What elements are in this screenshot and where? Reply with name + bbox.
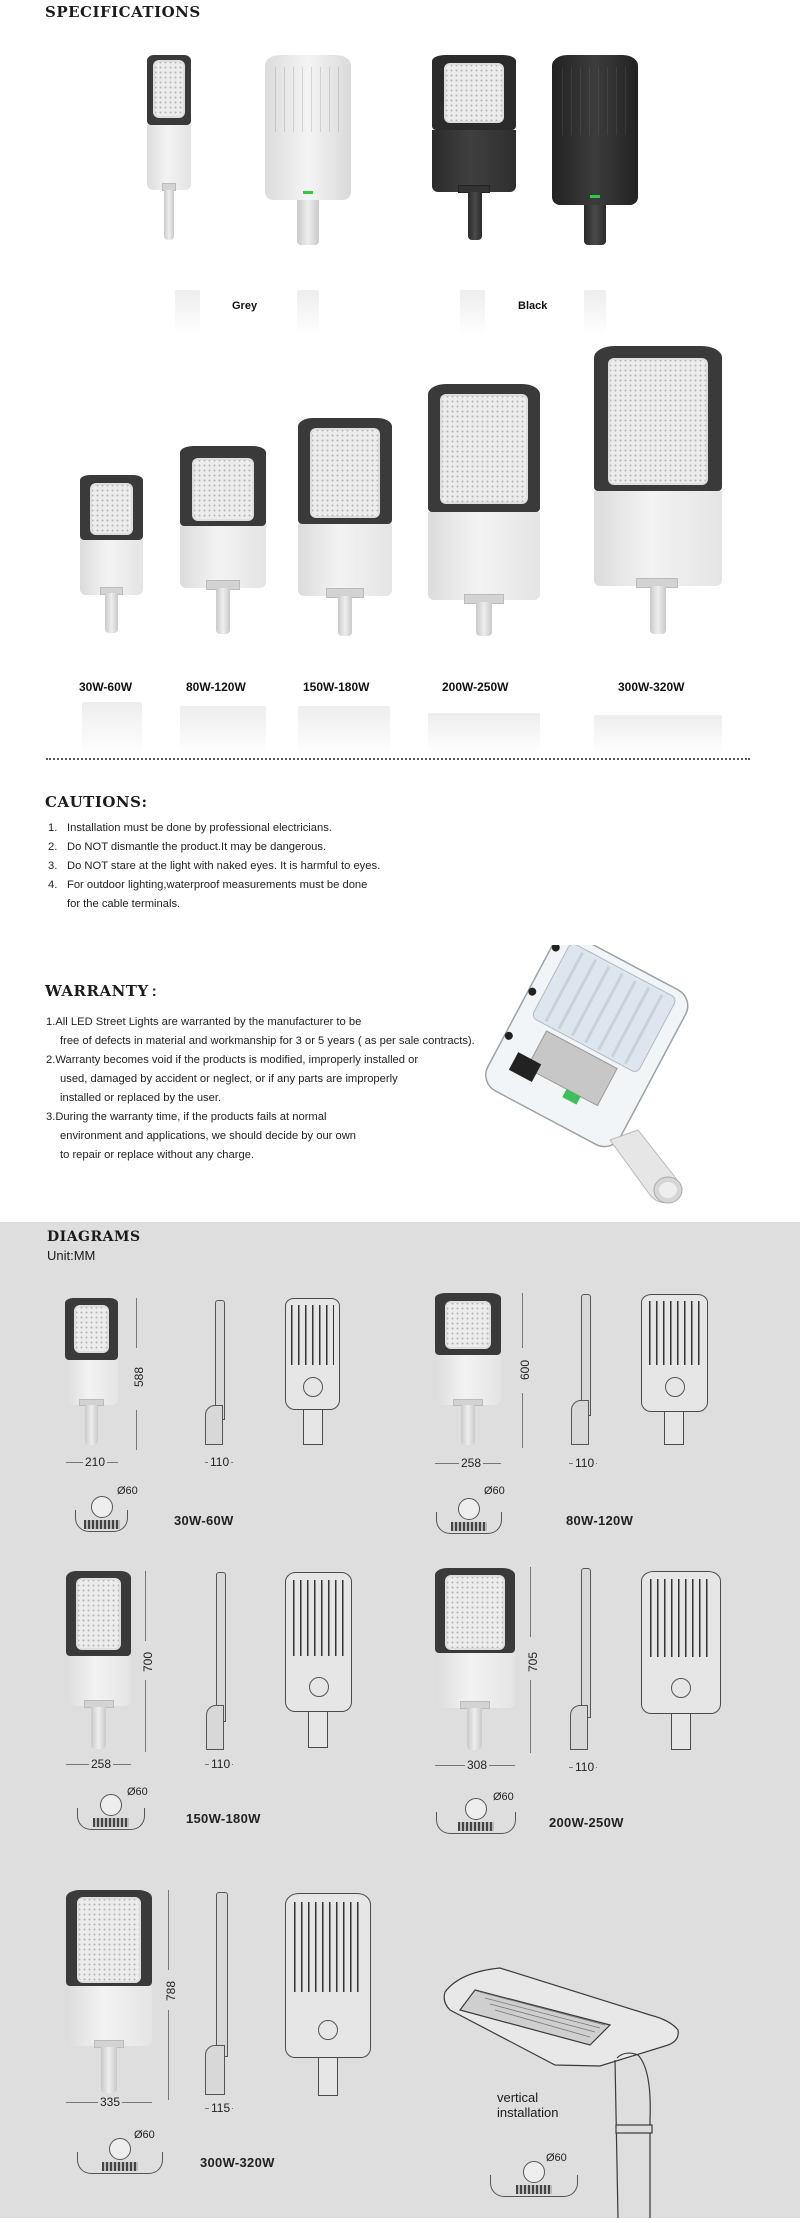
lamp-200w-250w-image	[428, 384, 540, 636]
grey-lamp-back-arm	[297, 200, 319, 245]
dim-depth-80w-120w: 110	[575, 1456, 595, 1470]
diagram-model-80w-120w: 80W-120W	[566, 1513, 634, 1528]
diagram-200w-250w-side	[581, 1568, 591, 1718]
diagram-200w-250w-front	[435, 1568, 515, 1753]
diagrams-heading: DIAGRAMS	[47, 1229, 141, 1245]
dim-width-80w-120w: 258	[461, 1456, 482, 1470]
black-color-label: Black	[518, 300, 548, 312]
cautions-heading: CAUTIONS:	[45, 793, 148, 811]
grey-lamp-front-image	[147, 55, 191, 245]
caution-item: 4. For outdoor lighting,waterproof measurements must be done	[48, 879, 368, 891]
warranty-item-line: used, damaged by accident or neglect, or if any parts are improperly	[60, 1073, 398, 1085]
lamp-150w-180w-image	[298, 418, 392, 636]
installation-endview	[490, 2175, 578, 2197]
caution-item: 3. Do NOT stare at the light with naked eyes. It is harmful to eyes.	[48, 860, 381, 872]
pole-diameter-installation: Ø60	[546, 2152, 567, 2164]
model-label-80w-120w: 80W-120W	[186, 680, 246, 694]
dim-width-200w-250w: 308	[467, 1758, 488, 1772]
caution-item: 1. Installation must be done by professional electricians.	[48, 822, 332, 834]
diagram-30w-60w-back	[285, 1298, 340, 1410]
section-divider	[46, 758, 750, 760]
pole-diameter-150w-180w: Ø60	[127, 1786, 148, 1798]
caution-item-continuation: for the cable terminals.	[67, 898, 181, 910]
diagram-200w-250w-endview	[436, 1812, 516, 1834]
diagram-30w-60w-side	[215, 1300, 225, 1420]
unit-label: Unit:MM	[47, 1248, 96, 1263]
diagram-model-200w-250w: 200W-250W	[549, 1815, 624, 1830]
diagram-150w-180w-endview	[77, 1808, 145, 1830]
dim-height-80w-120w: 600	[518, 1359, 533, 1381]
dim-width-300w-320w: 335	[100, 2095, 121, 2109]
pole-diameter-200w-250w: Ø60	[493, 1791, 514, 1803]
black-lamp-back-arm	[584, 205, 606, 245]
installation-label-line2: installation	[497, 2105, 559, 2120]
warranty-item-line: installed or replaced by the user.	[60, 1092, 222, 1104]
warranty-item-line: free of defects in material and workmanship for 3 or 5 years ( as per sale contracts).	[60, 1035, 475, 1047]
dim-height-300w-320w: 788	[164, 1980, 179, 2002]
dim-width-30w-60w: 210	[85, 1455, 106, 1469]
diagram-150w-180w-back	[285, 1572, 352, 1712]
diagram-300w-320w-endview	[77, 2152, 163, 2174]
model-label-300w-320w: 300W-320W	[618, 680, 685, 694]
diagram-80w-120w-front	[435, 1293, 501, 1448]
warranty-item-line: environment and applications, we should decide by our own	[60, 1130, 357, 1142]
pole-diameter-300w-320w: Ø60	[134, 2129, 155, 2141]
warranty-item-line: to repair or replace without any charge.	[60, 1149, 255, 1161]
pole-diameter-30w-60w: Ø60	[117, 1485, 138, 1497]
warranty-list	[46, 1013, 486, 1165]
diagram-150w-180w-side	[216, 1572, 226, 1722]
diagram-model-300w-320w: 300W-320W	[200, 2155, 275, 2170]
warranty-item: 1.All LED Street Lights are warranted by the manufacturer to be	[46, 1016, 362, 1028]
diagram-300w-320w-side	[216, 1892, 228, 2057]
installation-label-line1: vertical	[497, 2090, 539, 2105]
black-lamp-back-image	[552, 55, 638, 205]
diagram-300w-320w-front	[66, 1890, 152, 2095]
lamp-30w-60w-image	[80, 475, 143, 635]
model-label-30w-60w: 30W-60W	[79, 680, 133, 694]
warranty-item: 3.During the warranty time, if the products fails at normal	[46, 1111, 327, 1123]
caution-item: 2. Do NOT dismantle the product.It may be dangerous.	[48, 841, 327, 853]
dim-depth-150w-180w: 110	[211, 1757, 231, 1771]
dim-height-150w-180w: 700	[141, 1651, 156, 1673]
grey-color-label: Grey	[232, 300, 258, 312]
dim-height-200w-250w: 705	[526, 1651, 541, 1673]
vertical-installation-drawing	[440, 1920, 740, 2218]
pole-diameter-80w-120w: Ø60	[484, 1485, 505, 1497]
diagram-model-150w-180w: 150W-180W	[186, 1811, 261, 1826]
specifications-heading: SPECIFICATIONS	[45, 3, 201, 21]
dim-depth-200w-250w: 110	[575, 1760, 595, 1774]
dim-depth-300w-320w: 115	[211, 2101, 231, 2115]
warranty-heading: WARRANTY :	[45, 982, 158, 1000]
black-lamp-front-image	[432, 55, 516, 245]
model-label-200w-250w: 200W-250W	[442, 680, 509, 694]
grey-lamp-back-image	[265, 55, 351, 200]
diagram-80w-120w-back	[641, 1294, 708, 1412]
transparent-lamp-illustration	[470, 945, 730, 1215]
cautions-list	[48, 819, 448, 914]
diagram-300w-320w-back	[285, 1893, 371, 2058]
diagram-model-30w-60w: 30W-60W	[174, 1513, 234, 1528]
diagram-200w-250w-back	[641, 1571, 721, 1714]
lamp-80w-120w-image	[180, 446, 266, 636]
diagram-30w-60w-endview	[75, 1510, 128, 1532]
diagram-30w-60w-front	[65, 1298, 118, 1448]
warranty-item: 2.Warranty becomes void if the products is modified, improperly installed or	[46, 1054, 419, 1066]
dim-height-30w-60w: 588	[132, 1366, 147, 1388]
installation-label	[497, 2090, 558, 2120]
dim-depth-30w-60w: 110	[210, 1455, 230, 1469]
diagram-80w-120w-side	[581, 1294, 591, 1416]
diagram-80w-120w-endview	[436, 1512, 502, 1534]
model-label-150w-180w: 150W-180W	[303, 680, 370, 694]
lamp-300w-320w-image	[594, 346, 722, 636]
diagram-150w-180w-front	[66, 1571, 131, 1751]
dim-width-150w-180w: 258	[91, 1757, 112, 1771]
